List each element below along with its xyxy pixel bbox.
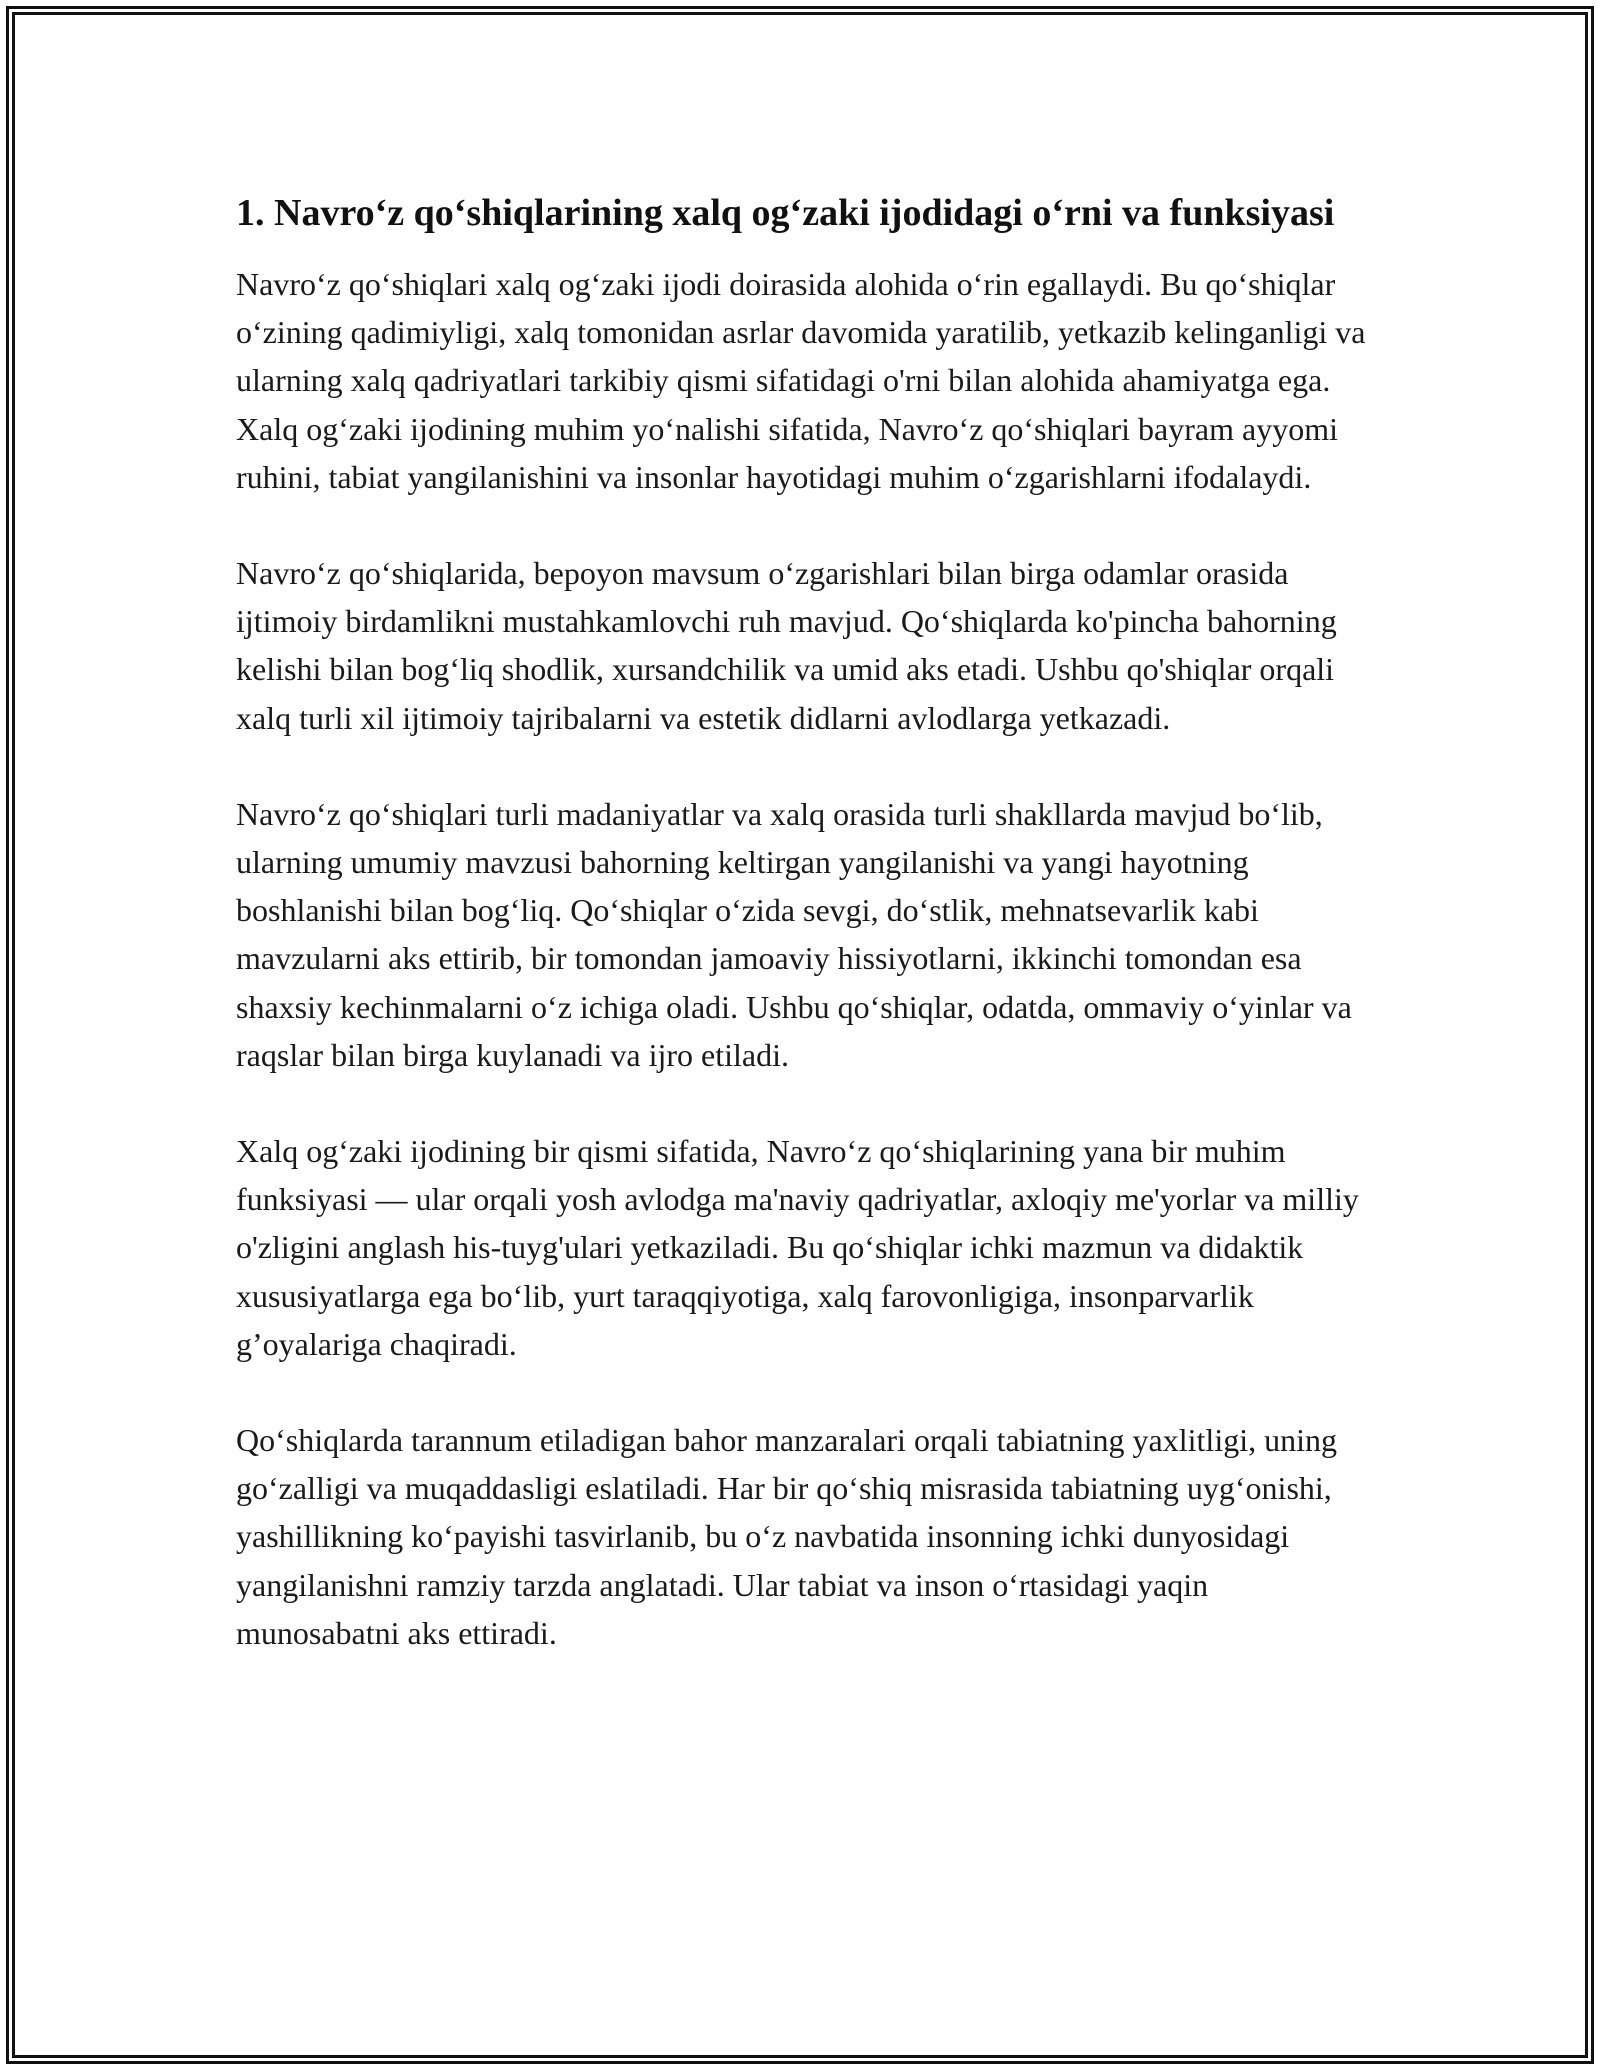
paragraph-4: Xalq og‘zaki ijodining bir qismi sifatida, Navro‘z qo‘shiqlarining yana bir muhim funksiyasi — ular orqali yosh avlodga ma'naviy qadriyatlar, axloqiy me'yorlar va milliy o'zligini anglash his-tuyg'ulari yetkaziladi. Bu qo‘shiqlar ichki mazmun va didaktik xususiyatlarga ega bo‘lib, yurt taraqqiyotiga, xalq farovonligiga, insonparvarlik g’oyalariga chaqiradi. [236,1133,1359,1362]
paragraph-3: Navro‘z qo‘shiqlari turli madaniyatlar va xalq orasida turli shakllarda mavjud bo‘lib, ularning umumiy mavzusi bahorning keltirgan yangilanishi va yangi hayotning boshlanishi bilan bog‘liq. Qo‘shiqlar o‘zida sevgi, do‘stlik, mehnatsevarlik kabi mavzularni aks ettirib, bir tomondan jamoaviy hissiyotlarni, ikkinchi tomondan esa shaxsiy kechinmalarni o‘z ichiga oladi. Ushbu qo‘shiqlar, odatda, ommaviy o‘yinlar va raqslar bilan birga kuylanadi va ijro etiladi. [236,795,1352,1073]
paragraph-1: Navro‘z qo‘shiqlari xalq og‘zaki ijodi doirasida alohida o‘rin egallaydi. Bu qo‘shiqlar o‘zining qadimiyligi, xalq tomonidan asrlar davomida yaratilib, yetkazib kelinganligi va ularning xalq qadriyatlari tarkibiy qismi sifatidagi o'rni bilan alohida ahamiyatga ega. Xalq og‘zaki ijodining muhim yo‘nalishi sifatida, Navro‘z qo‘shiqlari bayram ayyomi ruhini, tabiat yangilanishini va insonlar hayotidagi muhim o‘zgarishlarni ifodalaydi. [236,266,1366,495]
paragraph-2: Navro‘z qo‘shiqlarida, bepoyon mavsum o‘zgarishlari bilan birga odamlar orasida ijtimoiy birdamlikni mustahkamlovchi ruh mavjud. Qo‘shiqlarda ko'pincha bahorning kelishi bilan bog‘liq shodlik, xursandchilik va umid aks etadi. Ushbu qo'shiqlar orqali xalq turli xil ijtimoiy tajribalarni va estetik didlarni avlodlarga yetkazadi. [236,555,1337,736]
section-heading: 1. Navro‘z qo‘shiqlarining xalq og‘zaki ijodidagi o‘rni va funksiyasi [236,192,1335,234]
paragraph-5: Qo‘shiqlarda tarannum etiladigan bahor manzaralari orqali tabiatning yaxlitligi, uning go‘zalligi va muqaddasligi eslatiladi. Har bir qo‘shiq misrasida tabiatning uyg‘onishi, yashillikning ko‘payishi tasvirlanib, bu o‘z navbatida insonning ichki dunyosidagi yangilanishni ramziy tarzda anglatadi. Ular tabiat va inson o‘rtasidagi yaqin munosabatni aks ettiradi. [236,1422,1337,1651]
document-body [236,186,1366,1705]
